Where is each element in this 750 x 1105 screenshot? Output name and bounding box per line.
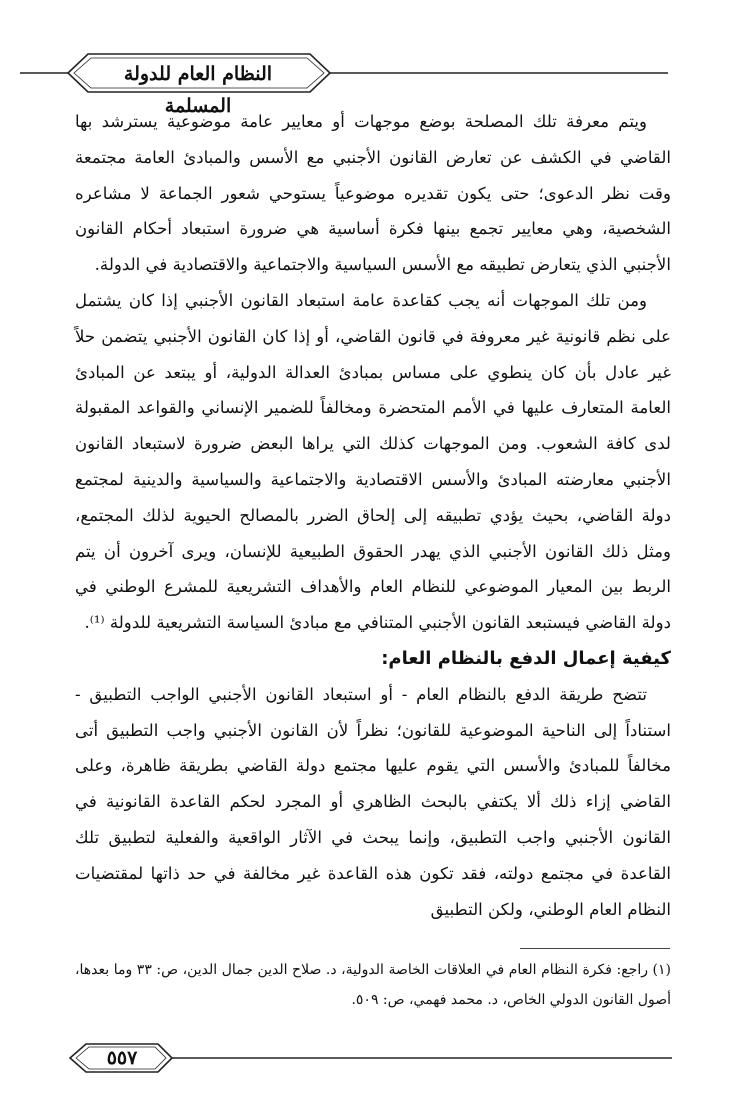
paragraph: ومن تلك الموجهات أنه يجب كقاعدة عامة استبعاد القانون الأجنبي إذا كان يشتمل على نظم قانونية غير معروفة في قانون القاضي، أو إذا كان القانون الأجنبي يتضمن حلاً غير عادل بأن كان ينطوي على مساس بمبادئ العدالة الدولية، أو يبتعد عن المبادئ العامة المتعارف عليها في الأمم المتحضرة ومخالفاً للضمير الإنساني والقواعد المقبولة لدى كافة الشعوب. ومن الموجهات كذلك التي يراها البعض ضرورة لاستبعاد القانون الأجنبي معارضته المبادئ والأسس الاقتصادية والاجتماعية والسياسية والدينية لمجتمع دولة القاضي، بحيث يؤدي تطبيقه إلى إلحاق الضرر بالمصالح الحيوية لذلك المجتمع، ومثل ذلك القانون الأجنبي الذي يهدر الحقوق الطبيعية للإنسان، ويرى آخرون أن يتم الربط بين المعيار الموضوعي للنظام العام والأهداف التشريعية للمشرع الوطني في دولة القاضي فيستبعد القانون الأجنبي المتنافي مع مبادئ السياسة التشريعية للدولة ⁽¹⁾.	[75, 290, 671, 633]
footnotes	[75, 955, 671, 1015]
running-title: النظام العام للدولة المسلمة	[123, 63, 273, 117]
section-heading: كيفية إعمال الدفع بالنظام العام:	[381, 647, 671, 669]
page-number: ٥٥٧	[106, 1047, 138, 1069]
main-text	[75, 104, 671, 927]
page-footer	[0, 1020, 750, 1090]
page-header	[0, 0, 750, 120]
footnote-separator	[520, 948, 670, 949]
paragraph: تتضح طريقة الدفع بالنظام العام - أو استبعاد القانون الأجنبي الواجب التطبيق - استناداً إلى الناحية الموضوعية للقانون؛ نظراً لأن القانون الأجنبي واجب التطبيق أتى مخالفاً للمبادئ والأسس التي يقوم عليها مجتمع دولة القاضي بطريقة ظاهرة، وعلى القاضي إزاء ذلك ألا يكتفي بالبحث الظاهري أو المجرد لحكم القاعدة القانونية في القانون الأجنبي واجب التطبيق، وإنما يبحث في الآثار الواقعية والفعلية لتطبيق تلك القاعدة في مجتمع دولته، فقد تكون هذه القاعدة غير مخالفة في حد ذاتها لمقتضيات النظام العام الوطني، ولكن التطبيق	[75, 684, 671, 919]
paragraph: ويتم معرفة تلك المصلحة بوضع موجهات أو معايير عامة موضوعية يسترشد بها القاضي في الكشف عن تعارض القانون الأجنبي مع الأسس والمبادئ العامة مجتمعة وقت نظر الدعوى؛ حتى يكون تقديره موضوعياً يستوحي شعور الجماعة لا مشاعره الشخصية، وهي معايير تجمع بينها فكرة أساسية هي ضرورة استبعاد أحكام القانون الأجنبي الذي يتعارض تطبيقه مع الأسس السياسية والاجتماعية والاقتصادية في الدولة.	[75, 112, 671, 275]
footnote: (١) راجع: فكرة النظام العام في العلاقات الخاصة الدولية، د. صلاح الدين جمال الدين، ص: ٣٣ وما بعدها، أصول القانون الدولي الخاص، د. محمد فهمي، ص: ٥٠٩.	[75, 962, 671, 1008]
